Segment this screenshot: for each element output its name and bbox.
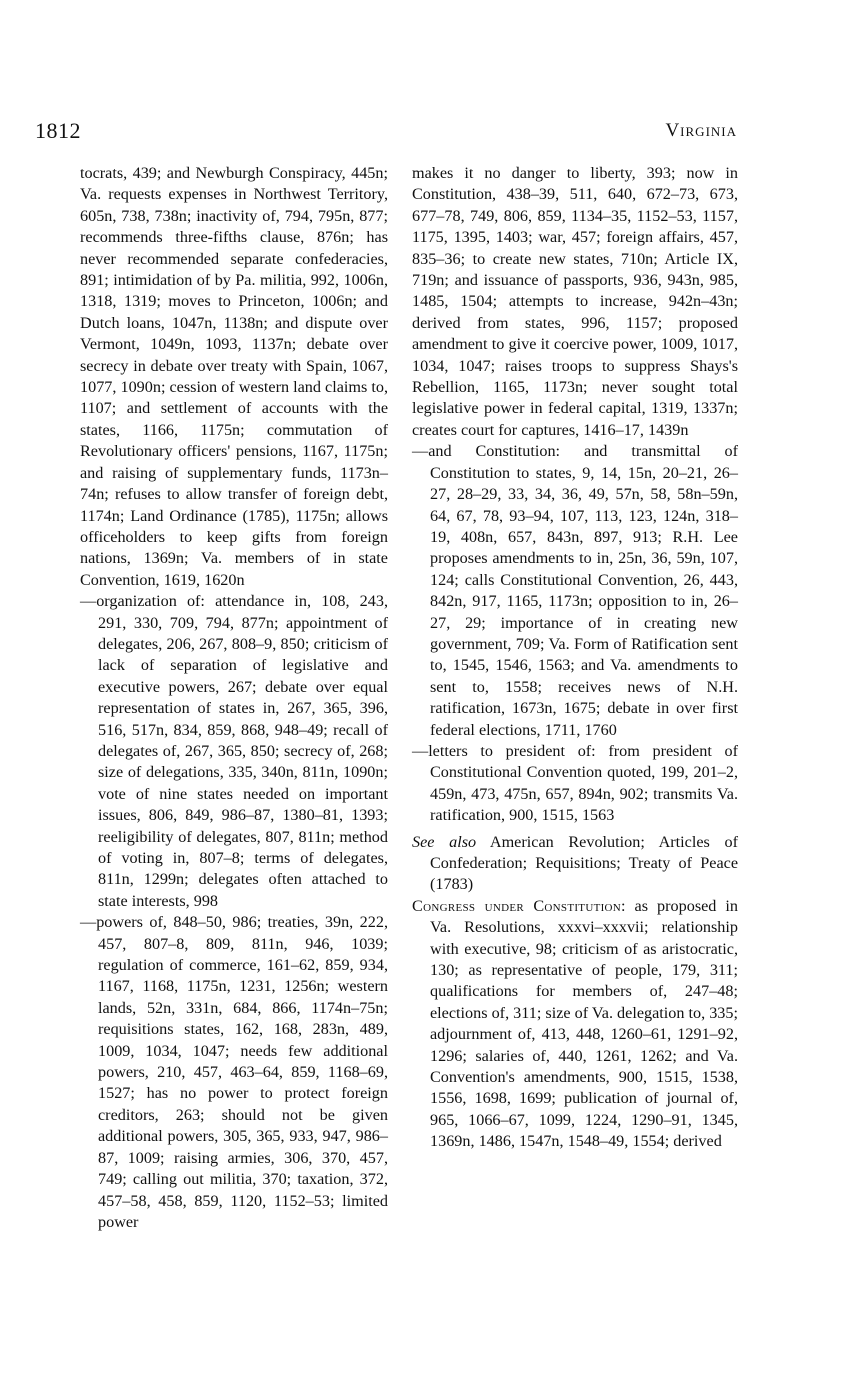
subentry-powers: —powers of, 848–50, 986; treaties, 39n, 222, 457, 807–8, 809, 811n, 946, 1039; regulation of commerce, 161–62, 859, 934, 1167, 1168, 1175n, 1231, 1256n; western lands, 52n, 331n, 684, 866, 1174n–75n; requisitions states, 162, 168, 283n, 489, 1009, 1034, 1047; needs few additional powers, 210, 457, 463–64, 859, 1168–69, 1527; has no power to protect foreign creditors, 263; should not be given additional powers, 305, 365, 933, 947, 986–87, 1009; raising armies, 306, 370, 457, 749; calling out militia, 370; taxation, 372, 457–58, 458, 859, 1120, 1152–53; limited power <box>80 913 388 1231</box>
subentry-and-constitution: —and Constitution: and transmittal of Constitution to states, 9, 14, 15n, 20–21, 26–27, 28–29, 33, 34, 36, 49, 57n, 58, 58n–59n, 64, 67, 78, 93–94, 107, 113, 123, 124n, 318–19, 408n, 657, 843n, 897, 913; R.H. Lee proposes amendments to in, 25n, 36, 59n, 107, 124; calls Constitutional Convention, 26, 443, 842n, 917, 1165, 1173n; opposition to in, 26–27, 29; importance of in creating new government, 709; Va. Form of Ratification sent to, 1545, 1546, 1563; and Va. amendments to sent to, 1558; receives news of N.H. ratification, 1673n, 1675; debate in over first federal elections, 1711, 1760 <box>412 442 738 739</box>
running-head: Virginia <box>665 120 737 141</box>
index-entry-congress-under-constitution <box>412 896 738 1153</box>
index-entry-continuation: makes it no danger to liberty, 393; now in Constitution, 438–39, 511, 640, 672–73, 673, 677–78, 749, 806, 859, 1134–35, 1152–53, 1157, 1175, 1395, 1403; war, 457; foreign affairs, 457, 835–36; to create new states, 710n; Article IX, 719n; and issuance of passports, 936, 943n, 985, 1485, 1504; attempts to increase, 942n–43n; derived from states, 996, 1157; proposed amendment to give it coercive power, 1009, 1017, 1034, 1047; raises troops to suppress Shays's Rebellion, 1165, 1173n; never sought total legislative power in federal capital, 1319, 1337n; creates court for captures, 1416–17, 1439n <box>412 164 738 439</box>
left-column <box>80 163 388 1233</box>
entry-heading: Congress under Constitution <box>412 896 622 915</box>
index-entry-continuation: tocrats, 439; and Newburgh Conspiracy, 445n; Va. requests expenses in Northwest Territory, 605n, 738, 738n; inactivity of, 794, 795n, 877; recommends three-fifths clause, 876n; has never recommended separate confederacies, 891; intimidation of by Pa. militia, 992, 1006n, 1318, 1319; moves to Princeton, 1006n; and Dutch loans, 1047n, 1138n; and dispute over Vermont, 1049n, 1093, 1137n; debate over secrecy in debate over treaty with Spain, 1067, 1077, 1090n; cession of western land claims to, 1107; and settlement of accounts with the states, 1166, 1175n; commutation of Revolutionary officers' pensions, 1167, 1175n; and raising of supplementary funds, 1173n–74n; refuses to allow transfer of foreign debt, 1174n; Land Ordinance (1785), 1175n; allows officeholders to keep gifts from foreign nations, 1369n; Va. members of in state Convention, 1619, 1620n <box>80 164 388 589</box>
see-also-entry <box>412 832 738 896</box>
see-also-text: American Revolution; Articles of Confederation; Requisitions; Treaty of Peace (1783) <box>430 832 738 894</box>
right-column <box>412 163 738 1153</box>
see-also-label: See also <box>412 832 477 851</box>
subentry-organization: —organization of: attendance in, 108, 243, 291, 330, 709, 794, 877n; appointment of delegates, 206, 267, 808–9, 850; criticism of lack of separation of legislative and executive powers, 267; debate over equal representation of states in, 267, 365, 396, 516, 517n, 834, 859, 868, 948–49; recall of delegates of, 267, 365, 850; secrecy of, 268; size of delegations, 335, 340n, 811n, 1090n; vote of nine states needed on important issues, 806, 849, 986–87, 1380–81, 1393; reeligibility of delegates, 807, 811n; method of voting in, 807–8; terms of delegates, 811n, 1299n; delegates often attached to state interests, 998 <box>80 592 388 910</box>
page-number: 1812 <box>35 118 81 143</box>
entry-text: : as proposed in Va. Resolutions, xxxvi–xxxvii; relationship with executive, 98; criticism of as aristocratic, 130; as representative of people, 179, 311; qualifications for members of, 247–48; elections of, 311; size of Va. delegation to, 335; adjournment of, 413, 448, 1260–61, 1291–92, 1296; salaries of, 440, 1261, 1262; and Va. Convention's amendments, 900, 1515, 1538, 1556, 1698, 1699; publication of journal of, 965, 1066–67, 1099, 1224, 1290–91, 1345, 1369n, 1486, 1547n, 1548–49, 1554; derived <box>430 896 738 1151</box>
subentry-letters-to-president: —letters to president of: from president of Constitutional Convention quoted, 199, 201–2, 459n, 473, 475n, 657, 894n, 902; transmits Va. ratification, 900, 1515, 1563 <box>412 741 738 825</box>
